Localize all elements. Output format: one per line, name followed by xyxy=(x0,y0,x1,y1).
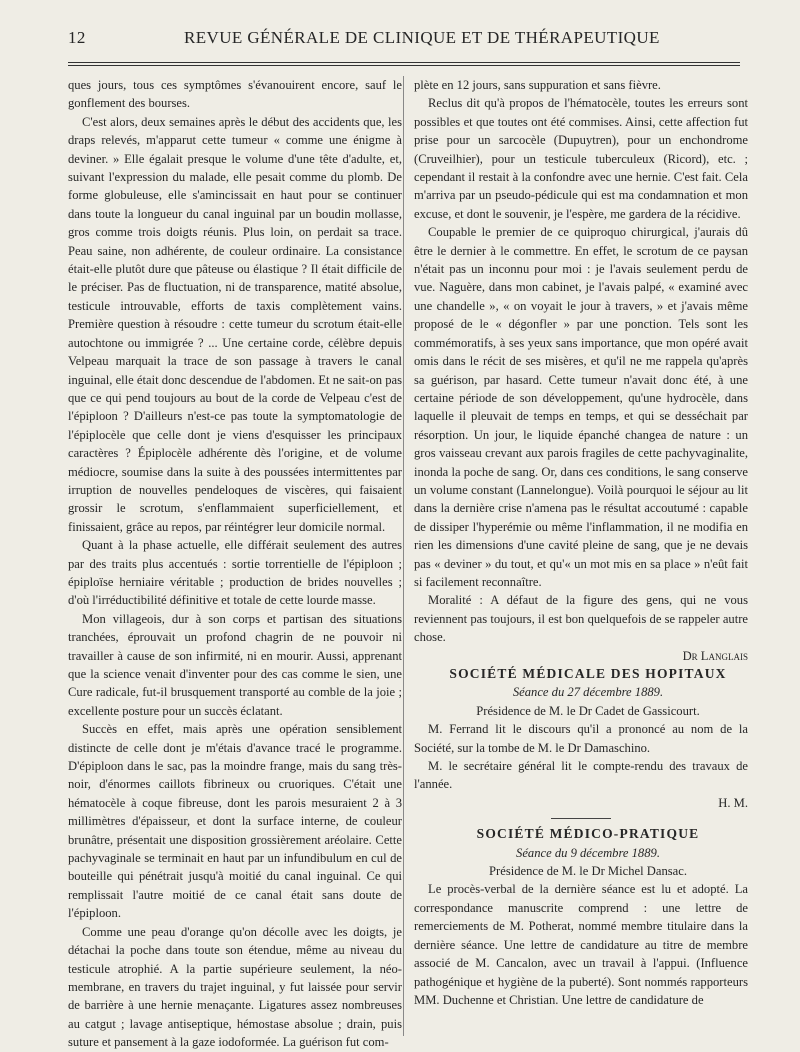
author-signature: Dr Langlais xyxy=(682,648,748,663)
left-paragraph: Mon villageois, dur à son corps et partisan des situations tranchées, éprouvait un profond chagrin de ne pouvoir ni travailler à cause de son infirmité, ni en mourir. Aussi, apprenant que la science venait d'inventer pour des cas comme le sien, une Cure radicale, fut-il brusquement transporté au comble de la joie ; excellente posture pour un succès éclatant. xyxy=(68,611,402,718)
left-paragraph: ques jours, tous ces symptômes s'évanouirent encore, sauf le gonflement des bourses. xyxy=(68,78,402,111)
section-title-medico-pratique: SOCIÉTÉ MÉDICO-PRATIQUE xyxy=(476,826,700,842)
left-column xyxy=(68,76,402,1052)
section-date: Séance du 9 décembre 1889. xyxy=(516,845,660,860)
section-rule xyxy=(551,818,611,819)
section-paragraph: M. le secrétaire général lit le compte-rendu des travaux de l'année. xyxy=(414,759,748,792)
left-paragraph: C'est alors, deux semaines après le début des accidents que, les draps relevés, m'apparut cette tumeur « comme une énigme à deviner. » Elle égalait presque le volume d'une tête d'adulte, et, suivant l'expression du malade, elle pesait comme du plomb. De forme globuleuse, elle s'amincissait en haut pour se continuer dans toute la longueur du canal inguinal par un boudin mollasse, gros comme trois doigts réunis. Plus loin, on perdait sa trace. Peau saine, non adhérente, de couleur ordinaire. La consistance était-elle plutôt dure que pâteuse ou élastique ? Il était difficile de le préciser. Pas de fluctuation, ni de transparence, matité absolue, testicule introuvable, efforts de taxis complètement vains. Première question à résoudre : cette tumeur du scrotum était-elle autochtone ou immigrée ? ... Une certaine corde, célèbre depuis Velpeau marquait la trace de son passage à travers le canal inguinal, elle était donc descendue de l'abdomen. Et ne sait-on pas que ce qui pend toujours au bout de la corde de Velpeau c'est de l'épiploon ? D'ailleurs n'est-ce pas toute la symptomatologie de l'épiplocèle que celle dont je viens d'esquisser les principaux caractères ? Épiplocèle adhérente dès l'origine, et de volume médiocre, soumise dans la suite à des poussées intermittentes par irruption de nouvelles pendeloques de viscères, qui faisaient grossir le scrotum, s'enflammaient superficiellement, et finissaient, grâce au repos, par réintégrer leur domicile normal. xyxy=(68,114,402,534)
section-presidence: Présidence de M. le Dr Michel Dansac. xyxy=(489,864,687,879)
section-paragraph: M. Ferrand lit le discours qu'il a prononcé au nom de la Société, sur la tombe de M. le Dr Damaschino. xyxy=(414,722,748,755)
page-header xyxy=(68,28,740,56)
section-date: Séance du 27 décembre 1889. xyxy=(512,685,664,700)
section-presidence: Présidence de M. le Dr Cadet de Gassicourt. xyxy=(476,703,700,718)
header-rule xyxy=(68,62,740,66)
left-paragraph: Comme une peau d'orange qu'on décolle avec les doigts, je détachai la poche dans toute son étendue, même au niveau du testicule atrophié. A la partie supérieure seulement, la néo-membrane, en travers du trajet inguinal, y fut laissée pour servir de barrière à une hernie menaçante. Ligatures assez nombreuses au catgut ; lavage antiseptique, hémostase absolue ; drain, puis suture et pansement à la gaze iodoformée. La guérison fut com- xyxy=(68,924,402,1050)
section-title-hopitaux: SOCIÉTÉ MÉDICALE DES HOPITAUX xyxy=(449,666,727,681)
right-paragraph: Moralité : A défaut de la figure des gens, qui ne vous reviennent pas toujours, il est bon quelquefois de se rappeler autre chose. xyxy=(414,593,748,645)
right-paragraph: plète en 12 jours, sans suppuration et sans fièvre. xyxy=(414,78,661,92)
right-paragraph: Coupable le premier de ce quiproquo chirurgical, j'aurais dû être le dernier à le commettre. En effet, le scrotum de ce paysan n'était pas un inconnu pour moi : je l'avais seulement perdu de vue. Naguère, dans mon cabinet, je l'avais palpé, « examiné avec une chandelle », « on voyait le jour à travers, » et j'avais même proposé de le « dégonfler » par une ponction. Tels sont les commémoratifs, à ses yeux sans importance, que mon opéré avait omis dans le récit de ses misères, et qu'il ne me rappela qu'après sa guérison, par hasard. Cette tumeur n'avait donc été, à une certaine période de son développement, qu'une hydrocèle, dans laquelle il pleuvait de temps en temps, et qui se desséchait par résorption. Un jour, le liquide épanché changea de nature : un gros vaisseau crevant aux parois fragiles de cette pachyvaginalite, inonda la poche de sang. Or, dans ces conditions, le sang conserve un volume constant (Lannelongue). Voilà pourquoi le séjour au lit dans la dernière crise n'amena pas le résultat accoutumé : capable de dissiper l'hyperémie ou même l'inflammation, il ne modifia en rien les dimensions d'une cavité pleine de sang, que je ne devais pas « deviner » du tout, et qu'« un mot mis en sa place » n'eût fait si facilement reconnaître. xyxy=(414,225,748,589)
section-initials: H. M. xyxy=(718,795,748,810)
column-divider xyxy=(403,76,404,1036)
left-paragraph: Succès en effet, mais après une opération sensiblement distincte de celle dont je m'étais d'avance tracé le programme. D'épiploon dans le sac, pas la moindre frange, mais du sang très-noir, d'énormes caillots fibrineux ou cruoriques. C'était une hématocèle à coque fibreuse, dont les parois mesuraient 2 à 3 millimètres d'épaisseur, et dont la surface interne, de couleur brunâtre, présentait une disposition grossièrement aréolaire. Cette pachyvaginale se terminait en haut par un infundibulum en cul de bouteille qui pénétrait jusqu'à moitié du canal inguinal. Ce qui remplissait l'autre moitié de ce canal était sans doute de l'épiploon. xyxy=(68,722,402,921)
journal-title: REVUE GÉNÉRALE DE CLINIQUE ET DE THÉRAPEUTIQUE xyxy=(184,28,660,47)
page-number: 12 xyxy=(68,28,86,47)
right-column xyxy=(414,76,748,1009)
left-paragraph: Quant à la phase actuelle, elle différait seulement des autres par des traits plus accentués : sortie torrentielle de l'épiploon ; épiploïse herniaire véritable ; production de brides nouvelles ; d'où l'irréductibilité définitive et totale de cette lourde masse. xyxy=(68,538,402,608)
right-paragraph: Reclus dit qu'à propos de l'hématocèle, toutes les erreurs sont possibles et que toutes ont été commises. Ainsi, cette affection fut prise pour un sarcocèle (Dupuytren), pour un enchondrome (Cruveilhier), pour un testicule tuberculeux (Ricord), etc. ; cependant il restait à la confondre avec une hernie. C'est fait. Cela m'arriva par un pseudo-pédicule qui est ma condamnation et mon excuse, et dont le souvenir, je l'espère, me gardera de la récidive. xyxy=(414,96,748,221)
section-paragraph: Le procès-verbal de la dernière séance est lu et adopté. La correspondance manuscrite comprend : une lettre de remerciements de M. Potherat, nommé membre titulaire dans la dernière séance. Une lettre de candidature au titre de membre associé de M. Cancalon, avec un travail à l'appui. (Influence pathogénique et hygiène de la puberté). Sont nommés rapporteurs MM. Duchenne et Christian. Une lettre de candidature de xyxy=(414,882,748,1007)
